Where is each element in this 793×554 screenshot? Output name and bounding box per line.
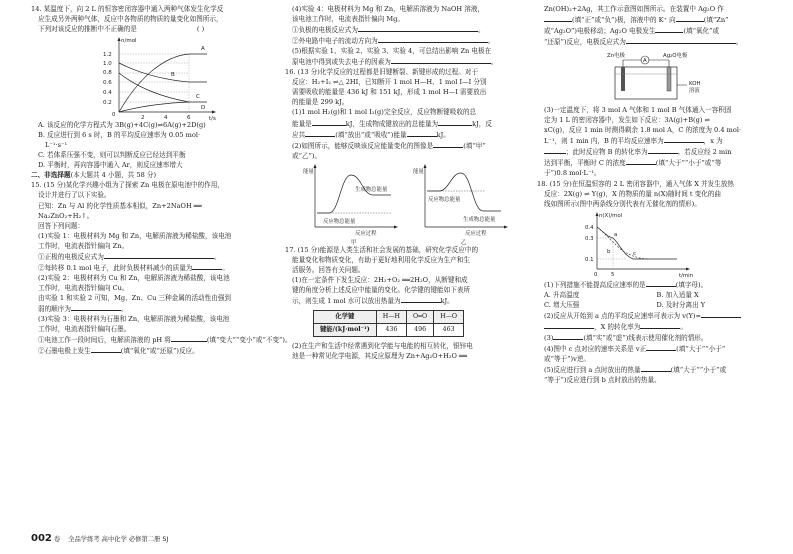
q16-line: 的能量是 299 kJ。 bbox=[292, 98, 349, 107]
y-tick-label: 0.8 bbox=[103, 70, 112, 77]
q15-line: ①正极的电极反应式为 bbox=[38, 252, 104, 261]
q16-line: 16. (13 分)化学反应的过程都是旧键断裂、新键形成的过程。对于 bbox=[285, 68, 479, 77]
q15-line: 回答下列问题： bbox=[38, 221, 85, 230]
q18-line: 或“等于”)v逆。 bbox=[544, 354, 591, 363]
q18-line: 18. (15 分)在恒温恒容的 2 L 密闭容器中，通入气体 X 并发生放热 bbox=[537, 179, 735, 188]
bond-energy-table bbox=[313, 310, 464, 337]
q18-option: B. 加入适量 X bbox=[656, 290, 699, 299]
q17-line: ；此时反应物 B 的转化率为 bbox=[566, 148, 648, 157]
answer-blank[interactable] bbox=[544, 146, 566, 154]
q16-line: (2)如图所示，能够反映该反应能量变化的图像是 bbox=[292, 141, 434, 150]
q14-option: C. 若体系压强不变，则可以判断反应已经达到平衡 bbox=[38, 151, 186, 160]
y-tick-label: 1.0 bbox=[103, 61, 112, 68]
column-right: Zn(OH)₂+2Ag，其工作示意图如图所示。在装置中 Ag₂O 作 (填“正”或“负”)极，溶液中的 K⁺ 向 (填“Zn” 或“Ag₂O”)电极移动；Ag₂O 电极发生 (填“氧化”或 “还原”)反应，电极反应式为 。 Zn电极 Ag₂O电极 A KOH 溶液 (3)一定温度下，将 3 mol A 气体和 1 mol B 气体通入一容积固 定为 1 L 的密闭容器中，发生如下反应：3A(g)+B(g) ⇌ xC(g)，反应 1 min 时测得剩余 1.8 mol A，C 的浓度为 0.4 mol· L⁻¹，则 1 min 内，B 的平均反应速率为 ，x 为 ；此时反应物 B 的转化率为 。若反应经 2 min 达到平衡，平衡时 C 的浓度 (填“大于”“小于”或“等 于”)0.8 mol·L⁻¹。 18. (15 分)在恒温恒容的 2 L 密闭容器中，通入气体 X 并发生放热 反应：2X(g) ⇌ Y(g)，X 的物质的量 n(X)随时间 t 变化的曲 线如图所示(图中两条线分别代表有无催化剂的情形)。 n(X)/mol t/min 0.4 0.3 0.1 0 5 a b c (1)下列措施不能提高反应速率的是 (填字母)。 A. 升高温度 B. 加入适量 X C. 增大压强 D. 及时分离出 Y (2)反应从开始到 a 点的平均反应速率可表示为 v(Y)= ，X 的转化率为 。 (3) (填“实”或“虚”)线表示使用催化剂的情形。 (4)图中 c 点对应的速率关系是 v正 (填“大于”“小于” 或“等于”)v逆。 (5)反应进行到 a 点时放出的热量 (填“大于”“小于”或 “等于”)反应进行到 b 点时放出的热量。 bbox=[537, 4, 769, 385]
q15-line: ②外电路中电子的流动方向为 bbox=[292, 37, 378, 46]
q18-option: A. 升高温度 bbox=[544, 290, 580, 299]
y-tick-label: 0.1 bbox=[585, 256, 594, 263]
section-title: 二、非选择题 bbox=[31, 171, 71, 180]
answer-blank[interactable] bbox=[676, 14, 704, 22]
silver-zinc-cell-diagram bbox=[537, 47, 769, 105]
q17-line: 达到平衡，平衡时 C 的浓度 bbox=[544, 159, 626, 168]
q17-line: L⁻¹，则 1 min 内，B 的平均反应速率为 bbox=[544, 137, 664, 146]
process-axis-label: 反应过程 bbox=[465, 230, 487, 237]
x-axis-label: t/s bbox=[209, 116, 216, 123]
electrolyte-label: 溶液 bbox=[689, 88, 700, 95]
q16-line: kJ，生成物成键放出的总能量为 bbox=[345, 119, 439, 128]
q17-line: (填“Zn” bbox=[703, 16, 729, 25]
q18-option: C. 增大压强 bbox=[544, 300, 580, 309]
answer-paren: ( ) bbox=[196, 25, 205, 34]
y-tick-label: 0.6 bbox=[103, 80, 112, 87]
answer-blank[interactable] bbox=[407, 129, 437, 137]
q18-option: D. 及时分离出 Y bbox=[656, 300, 706, 309]
q17-line: 或“Ag₂O”)电极移动；Ag₂O 电极发生 bbox=[544, 27, 656, 36]
y-axis-label: n(X)/mol bbox=[599, 212, 623, 219]
table-header: O═O bbox=[407, 310, 434, 323]
q14-line: 下列对该反应的推断中不正确的是 bbox=[38, 25, 137, 34]
table-cell: 436 bbox=[376, 323, 406, 336]
ammeter-label: A bbox=[643, 58, 647, 65]
answer-blank[interactable] bbox=[305, 129, 335, 137]
answer-blank[interactable] bbox=[646, 343, 676, 351]
q15-line: 工作时，电流表指针偏向 Zn。 bbox=[38, 241, 129, 250]
q16-line: (填“放出”或“吸收”)能量 bbox=[335, 130, 407, 139]
footer-text: 全品学练考 高中化学 必修第二册 SJ bbox=[68, 536, 169, 543]
curve-label: B bbox=[171, 72, 175, 79]
q14-option: D. 平衡时，再向容器中通入 Ar，则反应速率增大 bbox=[38, 161, 183, 170]
curve-c bbox=[119, 73, 207, 102]
q15-line: (1)实验 1：电极材料为 Mg 和 Zn，电解质溶液为稀盐酸，该电池 bbox=[38, 231, 232, 240]
zn-electrode bbox=[621, 67, 625, 91]
answer-blank[interactable] bbox=[544, 321, 594, 329]
q14-line: 应生成另外两种气体，反应中各物质的物质的量变化如图所示， bbox=[38, 15, 223, 24]
y-tick-label: 0.4 bbox=[103, 90, 112, 97]
zn-electrode-label: Zn电极 bbox=[607, 53, 625, 60]
q16-line: (填“甲” bbox=[463, 141, 486, 150]
q18-line: (填字母)。 bbox=[675, 280, 708, 289]
q18-line: (3) bbox=[544, 333, 554, 342]
x-tick-label: 0 bbox=[594, 271, 598, 278]
answer-blank[interactable] bbox=[438, 118, 472, 126]
y-tick-label: 0 bbox=[112, 112, 116, 119]
q17-line: ，x 为 bbox=[703, 137, 723, 146]
q17-line: (填“氧化”或 bbox=[683, 27, 720, 36]
answer-blank[interactable] bbox=[104, 251, 214, 259]
table-header: 化学键 bbox=[314, 310, 377, 323]
q15-line: 由实验 1 和实验 2 可知，Mg、Zn、Cu 三种金属的活动性由强到 bbox=[38, 293, 232, 302]
curve-b bbox=[119, 63, 207, 82]
answer-blank[interactable] bbox=[655, 25, 683, 33]
q14-option: B. 反应进行到 6 s 时，B 的平均反应速率为 0.05 mol· bbox=[38, 131, 201, 140]
q17-line: “还原”)反应，电极反应式为 bbox=[544, 38, 626, 47]
q15-line: Na₂ZnO₂+H₂↑。 bbox=[38, 211, 94, 220]
dashed-curve bbox=[597, 227, 649, 259]
energy-diagrams bbox=[285, 161, 521, 245]
table-row-label: 键能/(kJ·mol⁻¹) bbox=[314, 323, 377, 336]
q14-line: 14. 某温度下，向 2 L 的恒容密闭容器中通入两种气体发生化学反 bbox=[31, 5, 224, 13]
answer-blank[interactable] bbox=[544, 14, 572, 22]
curve-a bbox=[119, 54, 207, 112]
diagram-caption: 甲 bbox=[351, 239, 357, 246]
answer-blank[interactable] bbox=[648, 146, 678, 154]
q17-line: (填“大于”“小于”或“等 bbox=[655, 159, 722, 168]
answer-blank[interactable] bbox=[71, 303, 121, 311]
column-middle: (4)实验 4：电极材料为 Mg 和 Zn，电解质溶液为 NaOH 溶液， 该电池工作时，电流表指针偏向 Mg。 ①负极的电极反应式为 。 ②外电路中电子的流动方向为 。 (5)根据实验 1、实验 2、实验 3、实验 4，可总结出影响 Zn 电极在 原电池中得到或失去电子的因素为 。 16. (13 分)化学反应的过程都是旧键断裂、新键形成的过程。对于 反应：H₂+I₂ ⇌△ 2HI，已知断开 1 mol H—H、1 mol I—I 分别 需要吸收的能量是 436 kJ 和 151 kJ，形成 1 mol H—I 需要放出 的能量是 299 kJ。 (1)1 mol H₂(g)和 1 mol I₂(g)完全反应，反应物断键吸收的总 能量是 kJ，生成物成键放出的总能量为 kJ，反 应共 (填“放出”或“吸收”)能量 kJ。 (2)如图所示，能够反映该反应能量变化的图像是 (填“甲” 或“乙”)。 能量 生成物总能量 反应物总能量 反应过程 甲 能量 反应物总能量 生成物总能量 反应过程 乙 17. (15 分)能源是人类生活和社会发展的基础，研究化学反应中的 能量变化和物质变化，有助于更好地利用化学反应为生产和生 活服务。回答有关问题。 (1)在一定条件下发生反应：2H₂+O₂ ══2H₂O，从断键和成 键的角度分析上述反应中能量的变化。化学键的键能如下表所 示，则生成 1 mol 水可以放出热量为 kJ。 化学键 H—H O═O H—O 键能/(kJ·mol⁻¹) 436 496 463 (2)在生产和生活中经常遇到化学能与电能的相互转化，银锌电 池是一种常见化学电源，其反应原理为 Zn+Ag₂O+H₂O ══ bbox=[285, 4, 521, 361]
q16-line: 或“乙”)。 bbox=[292, 151, 322, 160]
q17-line: (2)在生产和生活中经常遇到化学能与电能的相互转化，银锌电 bbox=[292, 341, 473, 350]
q15-line: ②石墨电极上发生 bbox=[38, 347, 91, 356]
energy-curve bbox=[427, 173, 501, 211]
point-label: a bbox=[614, 231, 618, 238]
q15-line: (3)实验 3：电极材料为石墨和 Zn，电解质溶液为稀盐酸，该电池 bbox=[38, 315, 230, 324]
y-tick-label: 0.3 bbox=[585, 235, 594, 242]
page-number: 002 bbox=[31, 533, 52, 544]
y-tick-label: 0.4 bbox=[585, 224, 594, 231]
curve-label: D bbox=[201, 105, 206, 112]
energy-axis-label: 能量 bbox=[413, 168, 424, 175]
q15-line: 设计并进行了以下实验。 bbox=[38, 191, 111, 200]
answer-blank[interactable] bbox=[553, 332, 583, 340]
column-left: 14. 某温度下，向 2 L 的恒容密闭容器中通入两种气体发生化学反 应生成另外两种气体，反应中各物质的物质的量变化如图所示， 下列对该反应的推断中不正确的是 ( ) n/mol t/s 1.2 1.0 0.8 0.6 0.4 0.2 0 2 4 6 A B C D A. 该反应的化学方程式为 3B(g)+4C(g)⇌6A(g)+2D(g) B. 反应进行到 6 s 时，B 的平均反应速率为 0.05 mol· L⁻¹·s⁻¹ C. 若体系压强不变，则可以判断反应已经达到平衡 D. 平衡时，再向容器中通入 Ar，则反应速率增大 二、非选择题(本大题共 4 小题，共 58 分) 15. (15 分)某化学兴趣小组为了探索 Zn 电极在原电池中的作用， 设计并进行了以下实验。 已知：Zn 与 Al 的化学性质基本相似，Zn+2NaOH ══ Na₂ZnO₂+H₂↑。 回答下列问题： (1)实验 1：电极材料为 Mg 和 Zn，电解质溶液为稀盐酸，该电池 工作时，电流表指针偏向 Zn。 ①正极的电极反应式为 。 ②每转移 0.1 mol 电子，此时负极材料减少的质量为 。 (2)实验 2：电极材料为 Cu 和 Zn，电解质溶液为稀盐酸，该电池 工作时，电流表指针偏向 Cu。 由实验 1 和实验 2 可知，Mg、Zn、Cu 三种金属的活动性由强到 弱的顺序为 。 (3)实验 3：电极材料为石墨和 Zn，电解质溶液为稀盐酸，该电池 工作时，电流表指针偏向石墨。 ①电池工作一段时间后，电解质溶液的 pH 将 (填“变大”“变小”或“不变”)。 ②石墨电极上发生 (填“氧化”或“还原”)反应。 bbox=[31, 5, 292, 356]
x-tick-label: 5 bbox=[611, 271, 615, 278]
table-header: H—H bbox=[376, 310, 406, 323]
q15-line: (5)根据实验 1、实验 2、实验 3、实验 4，可总结出影响 Zn 电极在 bbox=[292, 47, 492, 56]
q15-line: (填“变大”“变小”或“不变”)。 bbox=[206, 336, 292, 345]
q17-line: (1)在一定条件下发生反应：2H₂+O₂ ══2H₂O，从断键和成 bbox=[292, 275, 468, 284]
q14-option: A. 该反应的化学方程式为 3B(g)+4C(g)⇌6A(g)+2D(g) bbox=[38, 121, 206, 130]
diagram-caption: 乙 bbox=[461, 239, 467, 246]
section-note: (本大题共 4 小题，共 58 分) bbox=[70, 171, 157, 180]
q16-line: 能量是 bbox=[292, 119, 312, 128]
process-axis-label: 反应过程 bbox=[355, 230, 377, 237]
q17-line: 活服务。回答有关问题。 bbox=[292, 265, 365, 274]
q16-line: kJ，反 bbox=[472, 119, 492, 128]
answer-blank[interactable] bbox=[626, 36, 736, 44]
q16-line: (1)1 mol H₂(g)和 1 mol I₂(g)完全反应，反应物断键吸收的总 bbox=[292, 108, 477, 117]
answer-blank[interactable] bbox=[192, 262, 222, 270]
q16-line: 反应：H₂+I₂ ⇌△ 2HI，已知断开 1 mol H—H、1 mol I—I 分别 bbox=[292, 78, 487, 87]
q18-line: “等于”)反应进行到 b 点时放出的热量。 bbox=[544, 376, 661, 385]
q15-line: 工作时，电流表指针偏向 Cu。 bbox=[38, 283, 129, 292]
q15-line: ①负极的电极反应式为 bbox=[292, 26, 358, 35]
q16-line: 需要吸收的能量是 436 kJ 和 151 kJ，形成 1 mol H—I 需要放出 bbox=[292, 88, 487, 97]
q14-option: L⁻¹·s⁻¹ bbox=[45, 141, 68, 150]
ag2o-electrode bbox=[667, 67, 671, 91]
q18-line: (填“大于”“小于”或 bbox=[670, 366, 727, 375]
q18-chart bbox=[537, 209, 769, 279]
q15-line: 原电池中得到或失去电子的因素为 bbox=[292, 58, 391, 67]
table-cell: 463 bbox=[434, 323, 464, 336]
energy-axis-label: 能量 bbox=[303, 168, 314, 175]
ag2o-electrode-label: Ag₂O电极 bbox=[663, 53, 688, 60]
electrolyte-label: KOH bbox=[689, 81, 701, 88]
reactant-energy-label: 反应物总能量 bbox=[428, 196, 461, 203]
q17-line: 定为 1 L 的密闭容器中，发生如下反应：3A(g)+B(g) ⇌ bbox=[544, 116, 711, 125]
table-header: H—O bbox=[434, 310, 464, 323]
q18-line: (4)图中 c 点对应的速率关系是 v正 bbox=[544, 344, 647, 353]
energy-curve bbox=[317, 175, 391, 213]
page-footer bbox=[31, 533, 168, 544]
q17-line: 17. (15 分)能源是人类生活和社会发展的基础，研究化学反应中的 bbox=[285, 245, 479, 254]
q15-line: ②每转移 0.1 mol 电子，此时负极材料减少的质量为 bbox=[38, 263, 193, 272]
q15-line: 已知：Zn 与 Al 的化学性质基本相似，Zn+2NaOH ══ bbox=[38, 201, 202, 210]
q18-line: (5)反应进行到 a 点时放出的热量 bbox=[544, 366, 641, 375]
page-number-suffix: 卷 bbox=[53, 536, 61, 543]
answer-blank[interactable] bbox=[378, 35, 488, 43]
curve-d bbox=[119, 102, 189, 112]
q15-line: (填“氧化”或“还原”)反应。 bbox=[120, 347, 199, 356]
answer-blank[interactable] bbox=[640, 321, 680, 329]
curve-label: A bbox=[201, 46, 205, 53]
q17-line: 池是一种常见化学电源，其反应原理为 Zn+Ag₂O+H₂O ══ bbox=[292, 352, 467, 361]
q15-line: 工作时，电流表指针偏向石墨。 bbox=[38, 325, 131, 334]
q18-line: (填“大于”“小于” bbox=[676, 344, 726, 353]
q17-line: (3)一定温度下，将 3 mol A 气体和 1 mol B 气体通入一容积固 bbox=[544, 106, 732, 115]
q17-line: kJ。 bbox=[440, 296, 454, 305]
answer-blank[interactable] bbox=[358, 24, 478, 32]
answer-blank[interactable] bbox=[391, 56, 491, 64]
curve-label: C bbox=[196, 94, 200, 101]
answer-blank[interactable] bbox=[91, 345, 121, 353]
q18-line: (1)下列措施不能提高反应速率的是 bbox=[544, 280, 646, 289]
q18-line: ，X 的转化率为 bbox=[594, 322, 641, 331]
q14-chart bbox=[31, 34, 267, 123]
answer-blank[interactable] bbox=[701, 310, 741, 318]
q15-line: (4)实验 4：电极材料为 Mg 和 Zn，电解质溶液为 NaOH 溶液， bbox=[292, 5, 485, 13]
x-tick-label: 2 bbox=[141, 115, 145, 122]
q18-line: 线如图所示(图中两条线分别代表有无催化剂的情形)。 bbox=[544, 199, 701, 208]
q18-line: 反应：2X(g) ⇌ Y(g)，X 的物质的量 n(X)随时间 t 变化的曲 bbox=[544, 189, 722, 198]
x-tick-label: 6 bbox=[187, 115, 191, 122]
y-axis-label: n/mol bbox=[121, 38, 137, 45]
q15-line: (2)实验 2：电极材料为 Cu 和 Zn，电解质溶液为稀盐酸，该电池 bbox=[38, 273, 230, 282]
point-label: c bbox=[633, 250, 636, 257]
q17-line: xC(g)，反应 1 min 时测得剩余 1.8 mol A，C 的浓度为 0.4 mol· bbox=[544, 126, 742, 135]
answer-blank[interactable] bbox=[664, 135, 704, 143]
answer-blank[interactable] bbox=[401, 295, 441, 303]
q15-line: 15. (15 分)某化学兴趣小组为了探索 Zn 电极在原电池中的作用， bbox=[31, 181, 224, 190]
q17-line: 键的角度分析上述反应中能量的变化。化学键的键能如下表所 bbox=[292, 285, 471, 294]
answer-blank[interactable] bbox=[641, 364, 671, 372]
y-tick-label: 1.2 bbox=[103, 52, 112, 59]
q16-line: kJ。 bbox=[436, 130, 450, 139]
q17-line: 。若反应经 2 min bbox=[677, 148, 732, 157]
product-energy-label: 生成物总能量 bbox=[355, 186, 388, 193]
q15-line: 弱的顺序为 bbox=[38, 304, 71, 313]
q17-line: 于”)0.8 mol·L⁻¹。 bbox=[544, 169, 601, 178]
q16-line: 应共 bbox=[292, 130, 306, 139]
reactant-energy-label: 反应物总能量 bbox=[323, 218, 356, 225]
q15-line: 该电池工作时，电流表指针偏向 Mg。 bbox=[292, 15, 404, 24]
product-energy-label: 生成物总能量 bbox=[463, 216, 496, 223]
answer-blank[interactable] bbox=[433, 140, 463, 148]
q17-line: 能量变化和物质变化，有助于更好地利用化学反应为生产和生 bbox=[292, 255, 471, 264]
answer-blank[interactable] bbox=[646, 279, 676, 287]
x-tick-label: 4 bbox=[164, 115, 168, 122]
q18-line: (2)反应从开始到 a 点的平均反应速率可表示为 v(Y)= bbox=[544, 311, 701, 320]
q17-line: (填“正”或“负”)极，溶液中的 K⁺ 向 bbox=[572, 16, 676, 25]
q17-line: 示，则生成 1 mol 水可以放出热量为 bbox=[292, 296, 401, 305]
q17-line: Zn(OH)₂+2Ag，其工作示意图如图所示。在装置中 Ag₂O 作 bbox=[544, 5, 724, 13]
answer-blank[interactable] bbox=[171, 334, 207, 342]
x-axis-label: t/min bbox=[679, 272, 694, 279]
q18-line: (填“实”或“虚”)线表示使用催化剂的情形。 bbox=[583, 333, 708, 342]
answer-blank[interactable] bbox=[626, 157, 656, 165]
q15-line: ①电池工作一段时间后，电解质溶液的 pH 将 bbox=[38, 336, 171, 345]
point-label: b bbox=[607, 248, 611, 255]
table-cell: 496 bbox=[407, 323, 434, 336]
answer-blank[interactable] bbox=[312, 118, 346, 126]
y-tick-label: 0.2 bbox=[103, 100, 112, 107]
